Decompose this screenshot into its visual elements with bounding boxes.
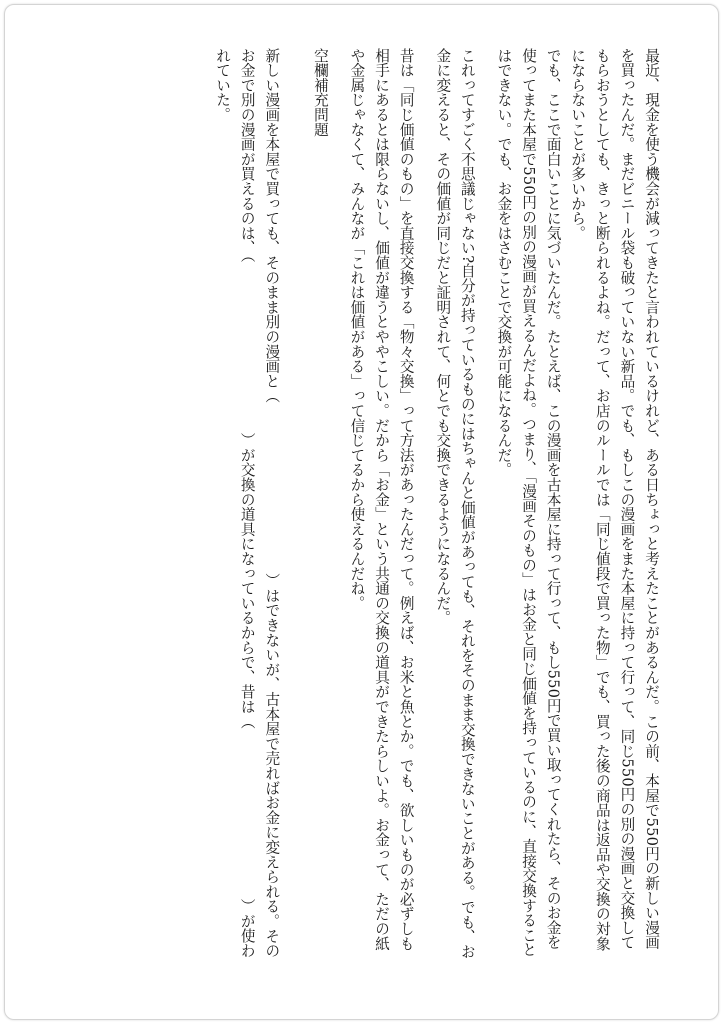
vertical-text-body (198, 48, 664, 963)
paragraph-3: これってすごく不思議じゃない?自分が持っているものにはちゃんと価値があっても、それをそのまま交換できないことがある。でも、お金に変えると、その価値が同じだと証明されて、何とでも交換できるようになるんだ。 (434, 48, 476, 959)
question-part-3: ）が交換の道具になっているからで、昔は（ (238, 432, 256, 729)
paragraph-2: でも、ここで面白いことに気づいたんだ。たとえば、この漫画を古本屋に持って行って、もし550円で買い取ってくれたら、そのお金を使ってまた本屋で550円の別の漫画が買えるんだよね。つまり、「漫画そのもの」はお金と同じ価値を持っているのに、直接交換することはできない。でも、お金をはさむことで交換が可能になるんだ。 (495, 48, 562, 958)
question-part-2: ）はできないが、古本屋で売ればお金に変えられる。そのお金で別の漫画が買えるのは、（ (238, 48, 281, 959)
question-part-4: ）が使われていた。 (214, 48, 256, 958)
question-part-1: 新しい漫画を本屋で買っても、そのまま別の漫画と（ (263, 48, 281, 404)
paragraph-4: 昔は「同じ価値のもの」を直接交換する「物々交換」って方法があったんだって。例えば、お米と魚とか。でも、欲しいものが必ずしも相手にあるとは限らないし、価値が違うとややこしい。だから「お金」という共通の交換の道具ができたらしいよ。お金って、ただの紙や金属じゃなくて、みんなが「これは価値がある」って信じてるから使えるんだね。 (348, 48, 415, 951)
fill-in-question (210, 48, 284, 963)
paragraph-1: 最近、現金を使う機会が減ってきたと言われているけれど、ある日ちょっと考えたことがあるんだ。この前、本屋で550円の新しい漫画を買ったんだ。まだビニール袋も破っていない新品。でも、もしこの漫画をまた本屋に持って行って、同じ550円の別の漫画と交換してもらおうとしても、きっと断られるよね。だって、お店のルールでは「同じ値段で買った物」でも、買った後の商品は返品や交換の対象にならないことが多いから。 (569, 48, 660, 951)
question-heading: 空欄補充問題 (311, 48, 329, 137)
